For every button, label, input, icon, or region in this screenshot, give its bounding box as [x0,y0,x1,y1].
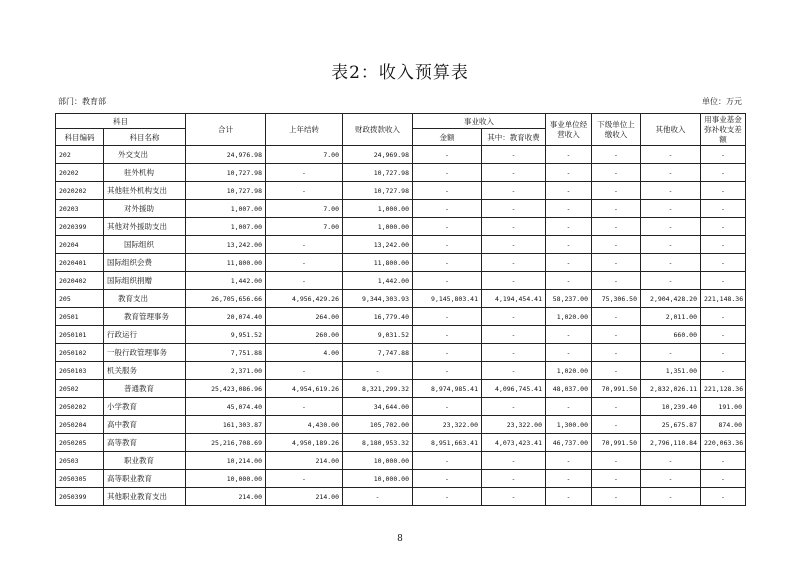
total-cell: 1,007.00 [186,200,266,218]
header-subject: 科目 [56,114,186,129]
edu-fee-cell: - [482,452,546,470]
edu-fee-cell: - [482,470,546,488]
fund-cell: - [701,200,746,218]
subject-name-cell: 国际组织 [104,236,186,254]
income-budget-table [55,113,746,506]
total-cell: 10,727.98 [186,182,266,200]
operating-cell: 1,020.00 [546,308,592,326]
carryover-cell: 4,430.00 [266,416,343,434]
enterprise-amount-cell: - [413,164,482,182]
subordinate-cell: - [592,254,641,272]
fund-cell: - [701,326,746,344]
enterprise-amount-cell: - [413,182,482,200]
fund-cell: - [701,236,746,254]
edu-fee-cell: - [482,200,546,218]
header-operating: 事业单位经营收入 [546,114,592,146]
fiscal-cell: 1,000.00 [343,200,413,218]
fiscal-cell: - [343,362,413,380]
operating-cell: - [546,452,592,470]
subject-name-cell: 其他驻外机构支出 [104,182,186,200]
enterprise-amount-cell: - [413,200,482,218]
total-cell: 45,074.40 [186,398,266,416]
table-body [56,146,746,506]
carryover-cell: 7.00 [266,146,343,164]
subject-code-cell: 20202 [56,164,104,182]
operating-cell: - [546,236,592,254]
subject-code-cell: 2020402 [56,272,104,290]
subordinate-cell: - [592,218,641,236]
other-cell: - [641,236,701,254]
subject-name-cell: 小学教育 [104,398,186,416]
unit-label: 单位：万元 [702,97,742,106]
edu-fee-cell: 23,322.00 [482,416,546,434]
carryover-cell: - [266,470,343,488]
edu-fee-cell: - [482,326,546,344]
carryover-cell: 4,954,619.26 [266,380,343,398]
total-cell: 11,800.00 [186,254,266,272]
operating-cell: - [546,182,592,200]
fund-cell: - [701,488,746,506]
subordinate-cell: 75,306.50 [592,290,641,308]
total-cell: 214.00 [186,488,266,506]
table-row [56,164,746,182]
subject-code-cell: 202 [56,146,104,164]
fund-cell: - [701,182,746,200]
carryover-cell: - [266,272,343,290]
table-row [56,218,746,236]
subject-code-cell: 20204 [56,236,104,254]
subordinate-cell: - [592,308,641,326]
subject-name-cell: 对外援助 [104,200,186,218]
enterprise-amount-cell: - [413,236,482,254]
subordinate-cell: 70,991.50 [592,380,641,398]
fiscal-cell: 9,031.52 [343,326,413,344]
header-subject-name: 科目名称 [104,129,186,146]
edu-fee-cell: - [482,272,546,290]
subject-name-cell: 高等职业教育 [104,470,186,488]
total-cell: 1,007.00 [186,218,266,236]
enterprise-amount-cell: - [413,308,482,326]
table-row [56,362,746,380]
fund-cell: - [701,308,746,326]
subject-name-cell: 职业教育 [104,452,186,470]
edu-fee-cell: - [482,164,546,182]
operating-cell: - [546,488,592,506]
operating-cell: - [546,164,592,182]
subordinate-cell: - [592,200,641,218]
enterprise-amount-cell: 23,322.00 [413,416,482,434]
edu-fee-cell: 4,073,423.41 [482,434,546,452]
fiscal-cell: - [343,488,413,506]
operating-cell: - [546,326,592,344]
fiscal-cell: 10,000.00 [343,470,413,488]
other-cell: - [641,452,701,470]
total-cell: 26,705,656.66 [186,290,266,308]
header-carryover: 上年结转 [266,114,343,146]
subject-name-cell: 国际组织会费 [104,254,186,272]
total-cell: 10,000.00 [186,470,266,488]
table-row [56,308,746,326]
other-cell: 25,675.87 [641,416,701,434]
table-row [56,236,746,254]
operating-cell: - [546,218,592,236]
edu-fee-cell: 4,096,745.41 [482,380,546,398]
fiscal-cell: 24,969.98 [343,146,413,164]
subject-code-cell: 20501 [56,308,104,326]
other-cell: - [641,164,701,182]
fiscal-cell: 105,702.00 [343,416,413,434]
other-cell: 1,351.00 [641,362,701,380]
total-cell: 161,303.87 [186,416,266,434]
fund-cell: - [701,164,746,182]
subject-name-cell: 高等教育 [104,434,186,452]
table-row [56,146,746,164]
operating-cell: - [546,254,592,272]
carryover-cell: - [266,236,343,254]
fund-cell: - [701,362,746,380]
carryover-cell: 4,950,189.26 [266,434,343,452]
fiscal-cell: 7,747.88 [343,344,413,362]
other-cell: 2,904,428.20 [641,290,701,308]
header-fund: 用事业基金弥补收支差额 [701,114,746,146]
fiscal-cell: 8,321,299.32 [343,380,413,398]
fiscal-cell: 8,180,953.32 [343,434,413,452]
fund-cell: 874.00 [701,416,746,434]
fund-cell: - [701,272,746,290]
subject-name-cell: 普通教育 [104,380,186,398]
edu-fee-cell: - [482,488,546,506]
table-row [56,272,746,290]
enterprise-amount-cell: 8,974,985.41 [413,380,482,398]
fiscal-cell: 1,442.00 [343,272,413,290]
subject-name-cell: 机关服务 [104,362,186,380]
header-enterprise: 事业收入 [413,114,546,129]
operating-cell: - [546,272,592,290]
carryover-cell: 214.00 [266,488,343,506]
fund-cell: 191.00 [701,398,746,416]
fund-cell: 220,063.36 [701,434,746,452]
subordinate-cell: - [592,236,641,254]
edu-fee-cell: - [482,344,546,362]
table-row [56,200,746,218]
table-row [56,416,746,434]
total-cell: 7,751.88 [186,344,266,362]
table-row [56,434,746,452]
operating-cell: - [546,470,592,488]
carryover-cell: 264.00 [266,308,343,326]
fund-cell: - [701,470,746,488]
other-cell: - [641,470,701,488]
table-row [56,380,746,398]
enterprise-amount-cell: - [413,362,482,380]
other-cell: - [641,254,701,272]
operating-cell: 1,300.00 [546,416,592,434]
subject-code-cell: 2050205 [56,434,104,452]
subject-code-cell: 205 [56,290,104,308]
subject-code-cell: 2050102 [56,344,104,362]
subordinate-cell: - [592,182,641,200]
subordinate-cell: - [592,164,641,182]
fund-cell: 221,148.36 [701,290,746,308]
carryover-cell: 260.00 [266,326,343,344]
subject-name-cell: 驻外机构 [104,164,186,182]
total-cell: 1,442.00 [186,272,266,290]
fund-cell: - [701,218,746,236]
other-cell: 10,239.40 [641,398,701,416]
total-cell: 25,423,086.96 [186,380,266,398]
fiscal-cell: 34,644.00 [343,398,413,416]
fiscal-cell: 13,242.00 [343,236,413,254]
carryover-cell: 4.00 [266,344,343,362]
edu-fee-cell: - [482,398,546,416]
operating-cell: - [546,398,592,416]
subject-code-cell: 2050305 [56,470,104,488]
header-other: 其他收入 [641,114,701,146]
total-cell: 9,951.52 [186,326,266,344]
subject-name-cell: 外交支出 [104,146,186,164]
total-cell: 13,242.00 [186,236,266,254]
subject-code-cell: 2050202 [56,398,104,416]
operating-cell: 48,037.00 [546,380,592,398]
fiscal-cell: 11,800.00 [343,254,413,272]
total-cell: 20,074.40 [186,308,266,326]
edu-fee-cell: - [482,362,546,380]
fund-cell: 221,128.36 [701,380,746,398]
page-title: 表2：收入预算表 [331,63,469,83]
other-cell: - [641,218,701,236]
header-total: 合计 [186,114,266,146]
operating-cell: - [546,146,592,164]
total-cell: 2,371.00 [186,362,266,380]
table-row [56,182,746,200]
page-number: 8 [397,534,403,544]
subject-name-cell: 教育管理事务 [104,308,186,326]
table-row [56,326,746,344]
fund-cell: - [701,146,746,164]
enterprise-amount-cell: - [413,398,482,416]
carryover-cell: 7.00 [266,200,343,218]
enterprise-amount-cell: - [413,344,482,362]
edu-fee-cell: - [482,182,546,200]
carryover-cell: 4,956,429.26 [266,290,343,308]
other-cell: 2,011.00 [641,308,701,326]
total-cell: 24,976.98 [186,146,266,164]
subject-code-cell: 2050399 [56,488,104,506]
fiscal-cell: 10,727.98 [343,164,413,182]
fund-cell: - [701,452,746,470]
subject-name-cell: 一般行政管理事务 [104,344,186,362]
table-row [56,254,746,272]
carryover-cell: - [266,182,343,200]
fiscal-cell: 10,000.00 [343,452,413,470]
subordinate-cell: 70,991.50 [592,434,641,452]
table-row [56,344,746,362]
subordinate-cell: - [592,470,641,488]
subordinate-cell: - [592,398,641,416]
edu-fee-cell: - [482,218,546,236]
other-cell: 660.00 [641,326,701,344]
subordinate-cell: - [592,488,641,506]
department-label: 部门：教育部 [58,97,106,106]
other-cell: - [641,182,701,200]
subordinate-cell: - [592,362,641,380]
enterprise-amount-cell: 9,145,803.41 [413,290,482,308]
subject-name-cell: 其他职业教育支出 [104,488,186,506]
table-row [56,470,746,488]
operating-cell: 46,737.00 [546,434,592,452]
subject-code-cell: 2050101 [56,326,104,344]
header-fiscal: 财政拨款收入 [343,114,413,146]
edu-fee-cell: - [482,146,546,164]
carryover-cell: - [266,254,343,272]
other-cell: - [641,200,701,218]
subject-name-cell: 其他对外援助支出 [104,218,186,236]
subordinate-cell: - [592,272,641,290]
enterprise-amount-cell: - [413,488,482,506]
enterprise-amount-cell: - [413,146,482,164]
subordinate-cell: - [592,452,641,470]
edu-fee-cell: 4,194,454.41 [482,290,546,308]
subject-code-cell: 2050103 [56,362,104,380]
other-cell: - [641,344,701,362]
fund-cell: - [701,344,746,362]
table-row [56,290,746,308]
subordinate-cell: - [592,416,641,434]
fiscal-cell: 9,344,303.93 [343,290,413,308]
total-cell: 10,727.98 [186,164,266,182]
subject-name-cell: 教育支出 [104,290,186,308]
subject-code-cell: 2020202 [56,182,104,200]
subject-code-cell: 20502 [56,380,104,398]
enterprise-amount-cell: 8,951,663.41 [413,434,482,452]
subject-code-cell: 20203 [56,200,104,218]
header-subject-code: 科目编码 [56,129,104,146]
operating-cell: - [546,200,592,218]
total-cell: 25,216,708.69 [186,434,266,452]
carryover-cell: 214.00 [266,452,343,470]
subject-name-cell: 国际组织捐赠 [104,272,186,290]
subject-code-cell: 2020399 [56,218,104,236]
carryover-cell: 7.00 [266,218,343,236]
enterprise-amount-cell: - [413,272,482,290]
table-row [56,452,746,470]
enterprise-amount-cell: - [413,218,482,236]
subject-code-cell: 2020401 [56,254,104,272]
header-edu-fee: 其中：教育收费 [482,129,546,146]
fiscal-cell: 10,727.98 [343,182,413,200]
fiscal-cell: 16,779.40 [343,308,413,326]
enterprise-amount-cell: - [413,470,482,488]
subject-name-cell: 高中教育 [104,416,186,434]
enterprise-amount-cell: - [413,254,482,272]
enterprise-amount-cell: - [413,452,482,470]
operating-cell: - [546,344,592,362]
carryover-cell: - [266,164,343,182]
other-cell: 2,796,110.84 [641,434,701,452]
other-cell: - [641,272,701,290]
table-row [56,488,746,506]
subordinate-cell: - [592,146,641,164]
subordinate-cell: - [592,326,641,344]
total-cell: 10,214.00 [186,452,266,470]
operating-cell: 1,020.00 [546,362,592,380]
operating-cell: 58,237.00 [546,290,592,308]
carryover-cell: - [266,398,343,416]
edu-fee-cell: - [482,254,546,272]
fund-cell: - [701,254,746,272]
edu-fee-cell: - [482,236,546,254]
subordinate-cell: - [592,344,641,362]
subject-name-cell: 行政运行 [104,326,186,344]
other-cell: - [641,146,701,164]
header-subordinate: 下级单位上缴收入 [592,114,641,146]
subject-code-cell: 20503 [56,452,104,470]
enterprise-amount-cell: - [413,326,482,344]
other-cell: 2,832,026.11 [641,380,701,398]
subject-code-cell: 2050204 [56,416,104,434]
table-row [56,398,746,416]
fiscal-cell: 1,000.00 [343,218,413,236]
edu-fee-cell: - [482,308,546,326]
header-amount: 金额 [413,129,482,146]
other-cell: - [641,488,701,506]
carryover-cell: - [266,362,343,380]
